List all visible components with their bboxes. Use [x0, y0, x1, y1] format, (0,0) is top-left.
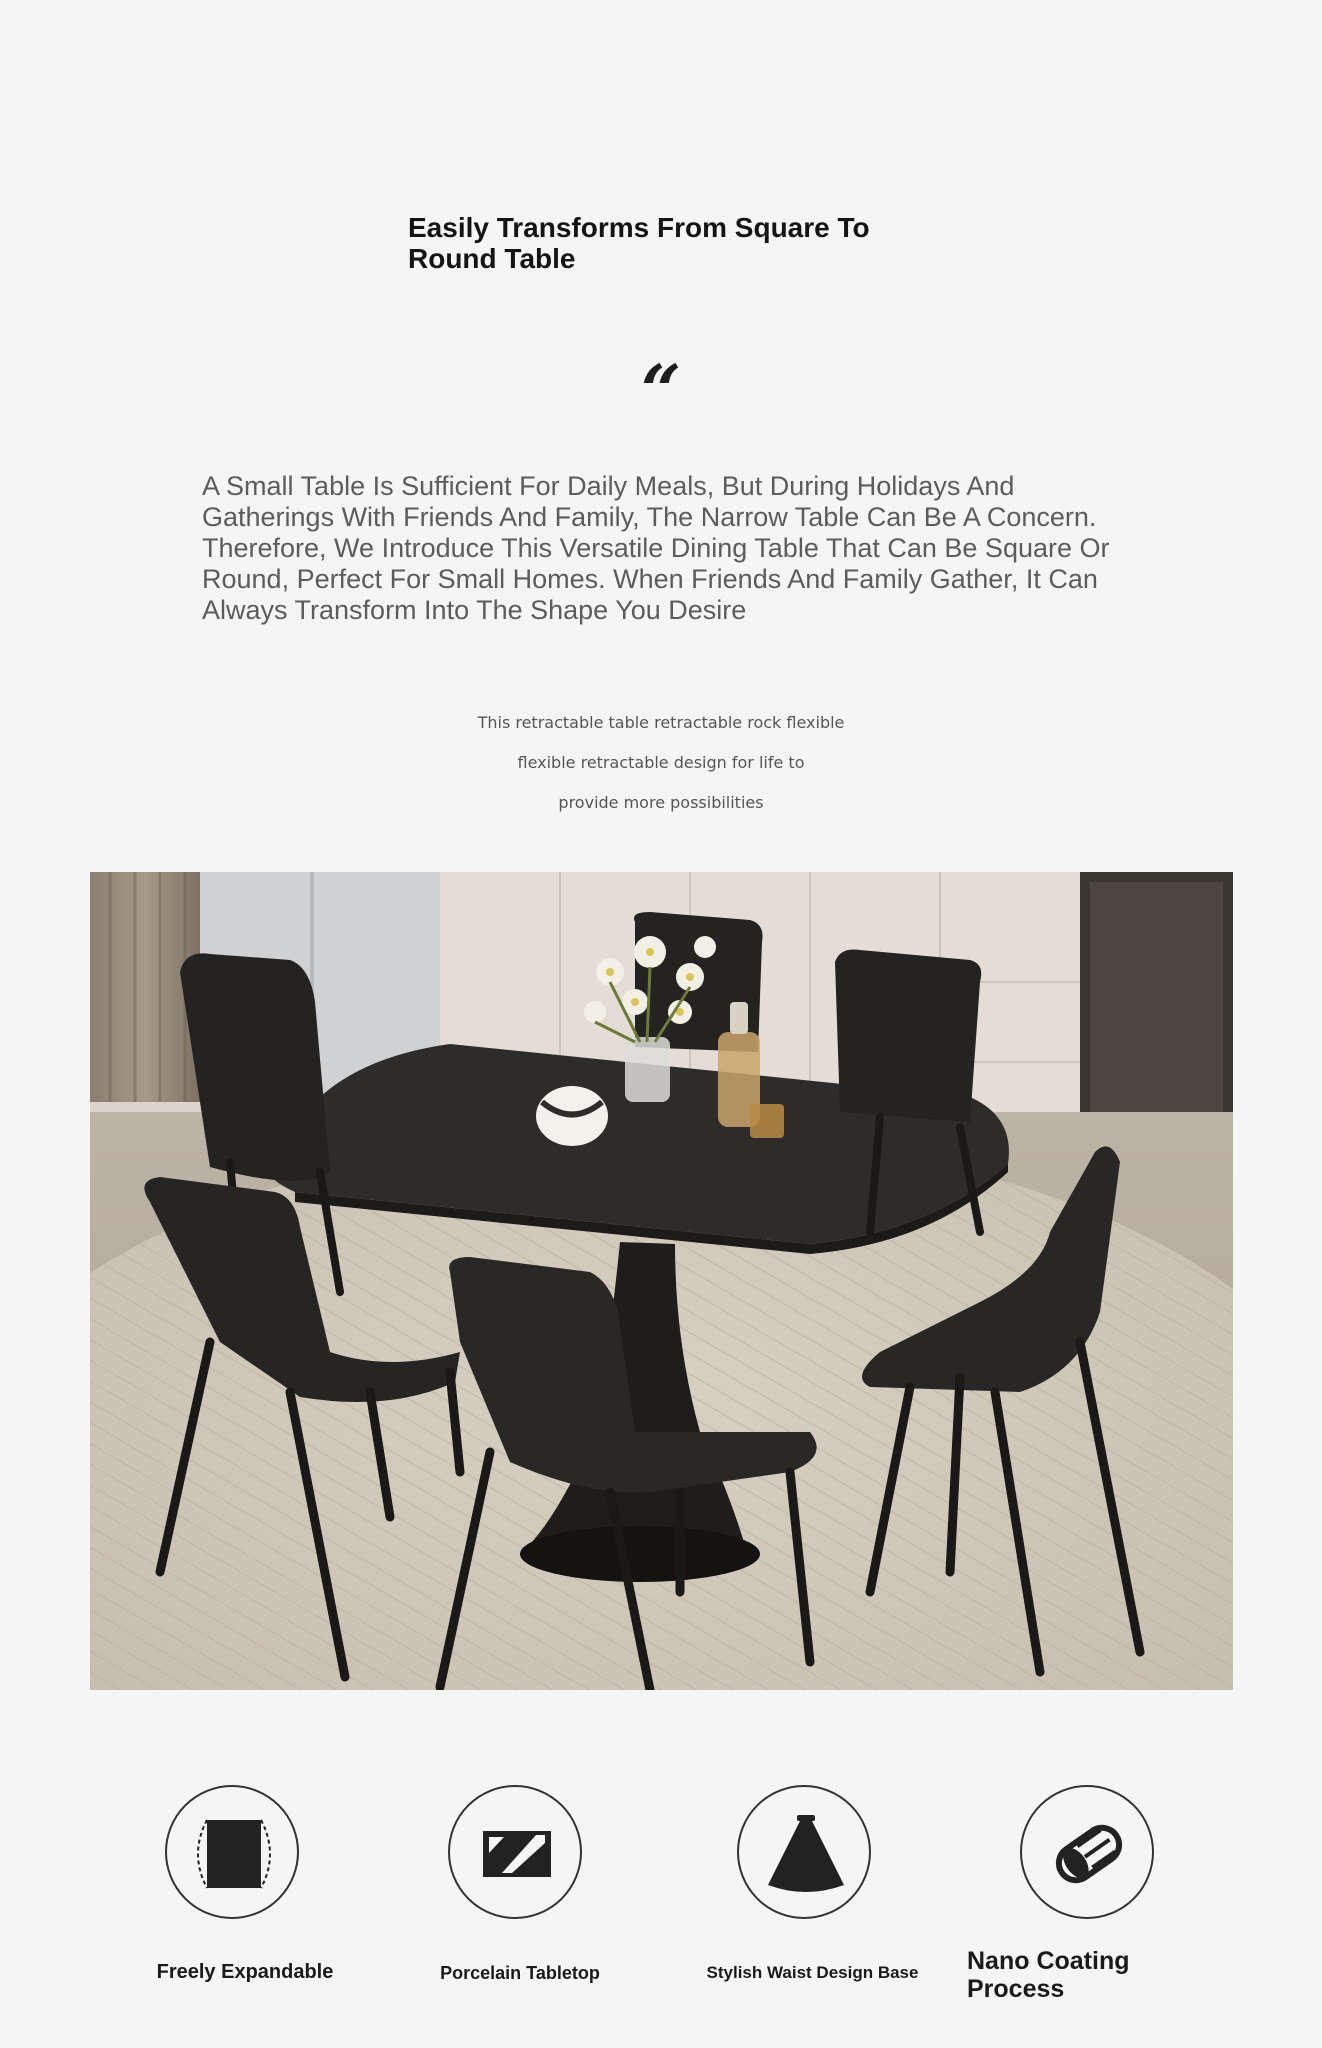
feature-label: Freely Expandable — [156, 1961, 334, 1983]
sub-caption-line: provide more possibilities — [558, 793, 764, 812]
cone-base-icon — [737, 1785, 871, 1919]
feature-label: Porcelain Tabletop — [440, 1963, 600, 1983]
coating-roll-icon — [1020, 1785, 1154, 1919]
porcelain-slab-icon — [448, 1785, 582, 1919]
sub-caption-line: This retractable table retractable rock flexible — [477, 713, 845, 732]
quote-mark-icon: “ — [640, 349, 682, 432]
feature-label: Nano Coating Process — [967, 1947, 1130, 2003]
expandable-table-icon — [165, 1785, 299, 1919]
intro-paragraph: A Small Table Is Sufficient For Daily Meals, But During Holidays And Gatherings With Friends And Family, The Narrow Table Can Be A Concern. Therefore, We Introduce This Versatile Dining Table That Can Be Square Or Round, Perfect For Small Homes. When Friends And Family Gather, It Can Always Transform Into The Shape You Desire — [202, 471, 1110, 625]
sub-caption — [0, 708, 1322, 828]
product-photo — [90, 872, 1233, 1690]
feature-label: Stylish Waist Design Base — [706, 1963, 919, 1982]
sub-caption-line: flexible retractable design for life to — [517, 753, 805, 772]
page-title: Easily Transforms From Square To Round Table — [408, 212, 870, 274]
